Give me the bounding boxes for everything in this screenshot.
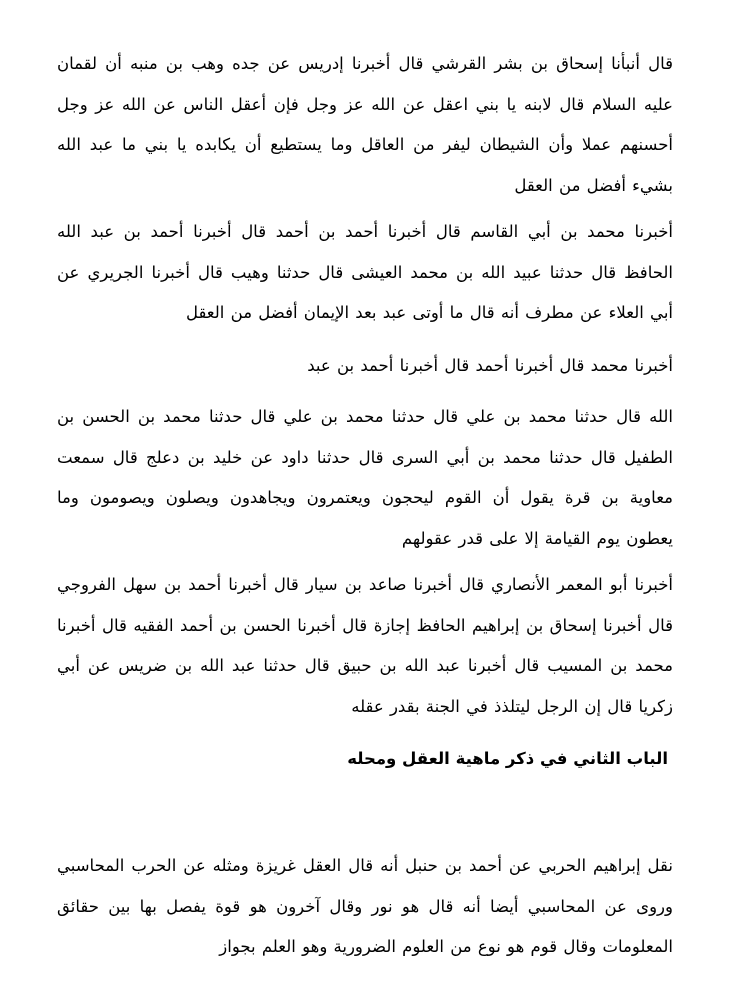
paragraph: أخبرنا محمد قال أخبرنا أحمد قال أخبرنا أحمد بن عبد [307, 356, 673, 375]
paragraph: أخبرنا أبو المعمر الأنصاري قال أخبرنا صاعد بن سيار قال أخبرنا أحمد بن سهل الفروجي قال أخبرنا إسحاق بن إبراهيم الحافظ إجازة قال أخبرنا الحسن بن أحمد الفقيه قال أخبرنا محمد بن المسيب قال أخبرنا عبد الله بن حبيق قال حدثنا عبد الله بن ضريس عن أبي زكريا قال إن الرجل ليتلذذ في الجنة بقدر عقله [57, 575, 673, 716]
paragraph: قال أنبأنا إسحاق بن بشر القرشي قال أخبرنا إدريس عن جده وهب بن منبه أن لقمان عليه السلام قال لابنه يا بني اعقل عن الله عز وجل فإن أعقل الناس عن الله عز وجل أحسنهم عملا وأن الشيطان ليفر من العاقل وما يستطيع أن يكابده يا بني ما عبد الله بشيء أفضل من العقل [57, 54, 673, 195]
paragraph: الله قال حدثنا محمد بن علي قال حدثنا محمد بن علي قال حدثنا محمد بن الحسن بن الطفيل قال حدثنا محمد بن أبي السرى قال حدثنا داود عن خليد بن دعلج قال سمعت معاوية بن قرة يقول أن القوم ليحجون ويعتمرون ويجاهدون ويصلون ويصومون وما يعطون يوم القيامة إلا على قدر عقولهم [57, 407, 673, 548]
paragraph: نقل إبراهيم الحربي عن أحمد بن حنبل أنه قال العقل غريزة ومثله عن الحرب المحاسبي وروى عن المحاسبي أيضا أنه قال هو نور وقال آخرون هو قوة يفصل بها بين حقائق المعلومات وقال قوم هو نوع من العلوم الضرورية وهو العلم بجواز [57, 856, 673, 956]
chapter-heading: الباب الثاني في ذكر ماهية العقل ومحله [347, 749, 668, 768]
paragraph: أخبرنا محمد بن أبي القاسم قال أخبرنا أحمد بن أحمد قال أخبرنا أحمد بن عبد الله الحافظ قال حدثنا عبيد الله بن محمد العيشى قال حدثنا وهيب قال أخبرنا الجريري عن أبي العلاء عن مطرف أنه قال ما أوتى عبد بعد الإيمان أفضل من العقل [57, 222, 673, 322]
